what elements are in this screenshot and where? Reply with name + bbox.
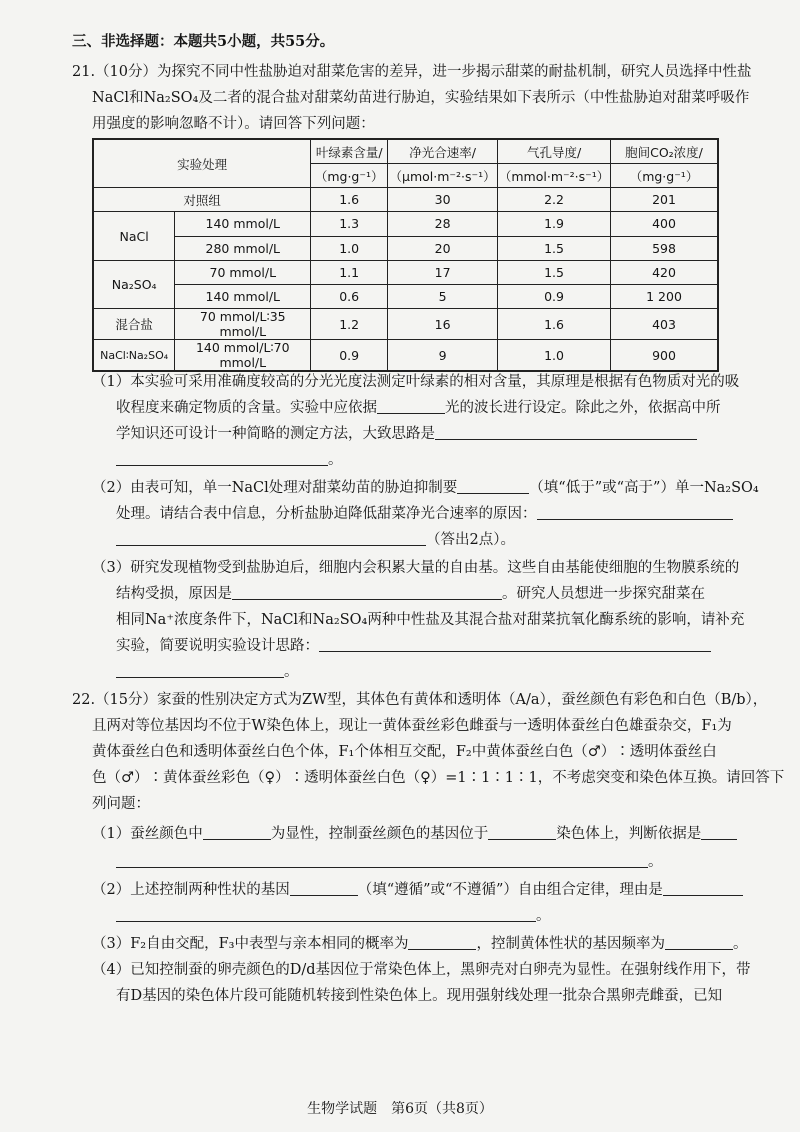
table-cell: 598 — [611, 236, 718, 261]
q22-1-text: 染色体上，判断依据是 — [556, 826, 702, 842]
group-label: NaCl∶Na₂SO₄ — [93, 340, 175, 372]
q22-2-text: 。 — [536, 908, 551, 924]
table-row — [93, 236, 718, 261]
q22-2-text: （填“遵循”或“不遵循”）自由组合定律，理由是 — [357, 882, 663, 898]
q21-3-line-e — [116, 662, 730, 682]
answer-blank[interactable] — [377, 398, 445, 414]
unit-chlorophyll: （mg·g⁻¹） — [311, 164, 388, 188]
q22-1-text: （1）蚕丝颜色中 — [92, 826, 203, 842]
q22-1-text: 为显性，控制蚕丝颜色的基因位于 — [270, 826, 489, 842]
q21-2-line-a — [92, 478, 759, 498]
table-cell: 1.2 — [311, 309, 388, 340]
q22-intro-line-4: 色（♂）∶黄体蚕丝彩色（♀）∶透明体蚕丝白色（♀）=1∶1∶1∶1，不考虑突变和染色体互换。请回答下 — [92, 770, 785, 786]
q21-3-line-d — [116, 636, 730, 656]
table-cell: 9 — [388, 340, 498, 372]
header-co2: 胞间CO₂浓度/ — [611, 139, 718, 164]
q22-intro-line-1: 22.（15分）家蚕的性别决定方式为ZW型，其体色有黄体和透明体（A/a），蚕丝颜色有彩色和白色（B/b）， — [72, 692, 768, 708]
table-cell: 2.2 — [498, 188, 611, 212]
q21-3-line-a: （3）研究发现植物受到盐胁迫后，细胞内会积累大量的自由基。这些自由基能使细胞的生物膜系统的 — [92, 560, 740, 576]
table-cell: 17 — [388, 261, 498, 285]
q22-intro-line-3: 黄体蚕丝白色和透明体蚕丝白色个体，F₁个体相互交配，F₂中黄体蚕丝白色（♂）∶透明体蚕丝白 — [92, 744, 717, 760]
q22-3-line — [92, 934, 748, 954]
q21-1-line-c — [116, 424, 730, 444]
group-label: 混合盐 — [93, 309, 175, 340]
answer-blank[interactable] — [203, 824, 271, 840]
table-cell: 28 — [388, 212, 498, 237]
table-cell: 16 — [388, 309, 498, 340]
table-cell: 0.9 — [311, 340, 388, 372]
answer-blank[interactable] — [457, 478, 529, 494]
q22-intro-line-2: 且两对等位基因均不位于W染色体上，现让一黄体蚕丝彩色雌蚕与一透明体蚕丝白色雄蚕杂交，F₁为 — [92, 718, 732, 734]
group-label: NaCl — [93, 212, 175, 261]
answer-blank[interactable] — [665, 934, 733, 950]
q22-2-line-a — [92, 880, 730, 900]
table-row — [93, 261, 718, 285]
q21-3-text: 结构受损，原因是 — [116, 586, 232, 602]
answer-blank[interactable] — [663, 880, 743, 896]
answer-blank[interactable] — [116, 450, 328, 466]
q22-1-text: 。 — [648, 854, 663, 870]
q22-intro-line-5: 列问题： — [92, 796, 150, 812]
table-cell: 1.5 — [498, 261, 611, 285]
q21-1-line-b — [116, 398, 730, 418]
q21-2-text: 处理。请结合表中信息，分析盐胁迫降低甜菜净光合速率的原因： — [116, 506, 537, 522]
answer-blank[interactable] — [319, 636, 711, 652]
table-row — [93, 188, 718, 212]
concentration-cell: 140 mmol/L — [175, 285, 311, 309]
table-row — [93, 285, 718, 309]
group-label: Na₂SO₄ — [93, 261, 175, 309]
table-cell: 900 — [611, 340, 718, 372]
concentration-cell: 280 mmol/L — [175, 236, 311, 261]
section-title: 三、非选择题：本题共5小题，共55分。 — [72, 33, 335, 50]
answer-blank[interactable] — [701, 824, 737, 840]
answer-blank[interactable] — [408, 934, 476, 950]
table-cell: 1.1 — [311, 261, 388, 285]
q21-intro-line-1: 21.（10分）为探究不同中性盐胁迫对甜菜危害的差异，进一步揭示甜菜的耐盐机制，研究人员选择中性盐 — [72, 64, 752, 80]
q22-3-text: （3）F₂自由交配，F₃中表型与亲本相同的概率为 — [92, 936, 409, 952]
table-cell: 1.5 — [498, 236, 611, 261]
table-cell: 0.6 — [311, 285, 388, 309]
answer-blank[interactable] — [435, 424, 697, 440]
q21-3-text: 。 — [284, 664, 299, 680]
concentration-cell: 140 mmol/L — [175, 212, 311, 237]
answer-blank[interactable] — [116, 906, 536, 922]
answer-blank[interactable] — [488, 824, 556, 840]
q21-1-text: 收程度来确定物质的含量。实验中应依据 — [116, 400, 377, 416]
q21-3-line-c: 相同Na⁺浓度条件下，NaCl和Na₂SO₄两种中性盐及其混合盐对甜菜抗氧化酶系统的影响，请补充 — [116, 612, 745, 628]
q21-1-line-a: （1）本实验可采用准确度较高的分光光度法测定叶绿素的相对含量，其原理是根据有色物质对光的吸 — [92, 374, 740, 390]
q21-2-line-b — [116, 504, 730, 524]
q22-4-line-b: 有D基因的染色体片段可能随机转接到性染色体上。现用强射线处理一批杂合黑卵壳雌蚕，已知 — [116, 988, 723, 1004]
q21-2-text: （答出2点）。 — [426, 532, 515, 548]
table-cell: 400 — [611, 212, 718, 237]
answer-blank[interactable] — [537, 504, 733, 520]
table-cell: 1 200 — [611, 285, 718, 309]
q22-2-text: （2）上述控制两种性状的基因 — [92, 882, 290, 898]
header-treatment: 实验处理 — [93, 139, 311, 188]
table-row — [93, 309, 718, 340]
q22-3-text: ，控制黄体性状的基因频率为 — [476, 936, 665, 952]
table-cell: 5 — [388, 285, 498, 309]
q22-1-line-b — [116, 852, 730, 872]
table-cell: 1.3 — [311, 212, 388, 237]
answer-blank[interactable] — [116, 852, 648, 868]
q22-1-line-a — [92, 824, 730, 844]
q22-4-line-a: （4）已知控制蚕的卵壳颜色的D/d基因位于常染色体上，黑卵壳对白卵壳为显性。在强射线作用下，带 — [92, 962, 751, 978]
table-row — [93, 212, 718, 237]
q21-2-text: （2）由表可知，单一NaCl处理对甜菜幼苗的胁迫抑制要 — [92, 480, 458, 496]
table-cell: 1.6 — [498, 309, 611, 340]
page-footer: 生物学试题 第6页（共8页） — [307, 1101, 493, 1117]
answer-blank[interactable] — [232, 584, 502, 600]
table-cell: 1.0 — [498, 340, 611, 372]
header-chlorophyll: 叶绿素含量/ — [311, 139, 388, 164]
table-header-row — [93, 139, 718, 164]
q21-2-line-c — [116, 530, 730, 550]
answer-blank[interactable] — [116, 662, 284, 678]
table-cell: 420 — [611, 261, 718, 285]
unit-stomatal: （mmol·m⁻²·s⁻¹） — [498, 164, 611, 188]
q21-3-line-b — [116, 584, 730, 604]
q21-intro-line-2: NaCl和Na₂SO₄及二者的混合盐对甜菜幼苗进行胁迫，实验结果如下表所示（中性盐胁迫对甜菜呼吸作 — [92, 90, 750, 106]
answer-blank[interactable] — [290, 880, 358, 896]
header-stomatal: 气孔导度/ — [498, 139, 611, 164]
header-net-photosynthesis: 净光合速率/ — [388, 139, 498, 164]
answer-blank[interactable] — [116, 530, 426, 546]
q21-1-line-d — [116, 450, 730, 470]
table-cell: 20 — [388, 236, 498, 261]
table-cell: 0.9 — [498, 285, 611, 309]
q22-2-line-b — [116, 906, 730, 926]
row-label: 对照组 — [93, 188, 311, 212]
unit-co2: （mg·g⁻¹） — [611, 164, 718, 188]
concentration-cell: 70 mmol/L — [175, 261, 311, 285]
unit-net-photosynthesis: （μmol·m⁻²·s⁻¹） — [388, 164, 498, 188]
q22-3-text: 。 — [732, 936, 748, 952]
q21-intro-line-3: 用强度的影响忽略不计）。请回答下列问题： — [92, 116, 375, 132]
table-cell: 201 — [611, 188, 718, 212]
table-cell: 1.0 — [311, 236, 388, 261]
q21-1-text: 光的波长进行设定。除此之外，依据高中所 — [445, 400, 721, 416]
experiment-table — [92, 138, 719, 372]
concentration-cell: 140 mmol/L∶70 mmol/L — [175, 340, 311, 372]
q21-1-text: 。 — [328, 452, 343, 468]
table-cell: 1.6 — [311, 188, 388, 212]
table-cell: 30 — [388, 188, 498, 212]
table-cell: 1.9 — [498, 212, 611, 237]
q21-1-text: 学知识还可设计一种简略的测定方法，大致思路是 — [116, 426, 435, 442]
q21-3-text: 实验，简要说明实验设计思路： — [116, 638, 319, 654]
table-cell: 403 — [611, 309, 718, 340]
q21-2-text: （填“低于”或“高于”）单一Na₂SO₄ — [529, 480, 759, 496]
concentration-cell: 70 mmol/L∶35 mmol/L — [175, 309, 311, 340]
table-row — [93, 340, 718, 372]
q21-3-text: 。研究人员想进一步探究甜菜在 — [502, 586, 705, 602]
